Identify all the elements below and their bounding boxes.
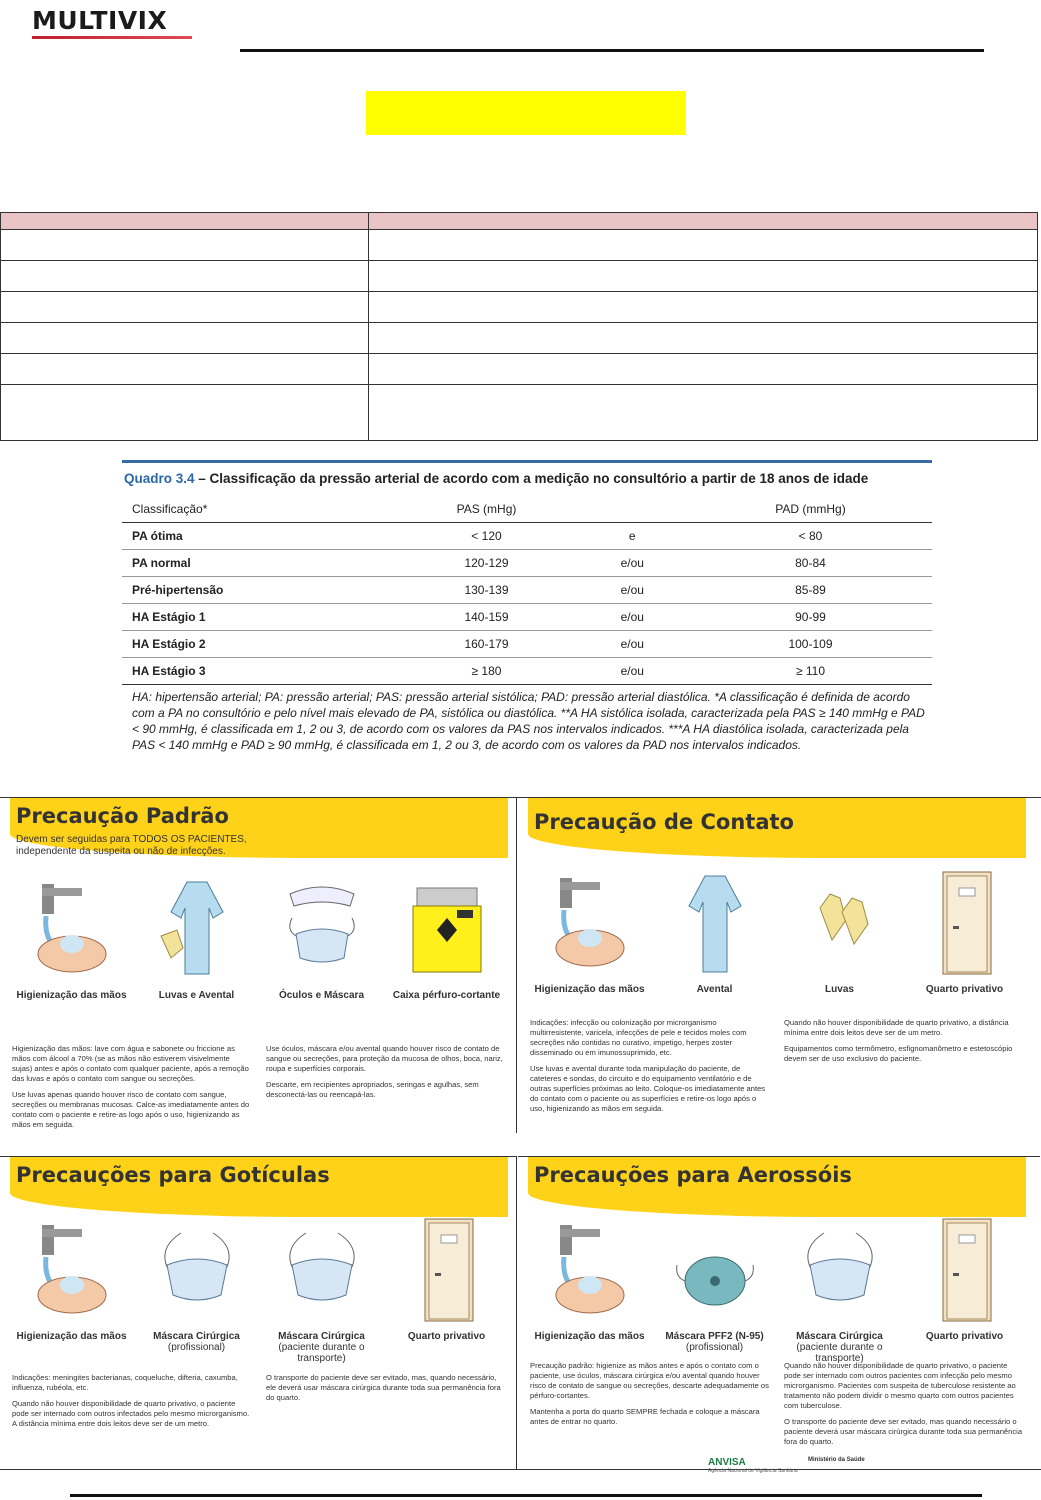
table-cell <box>1 385 369 441</box>
icon-caption: Caixa pérfuro-cortante <box>392 990 501 1001</box>
door-icon <box>915 868 1015 978</box>
bullet-text: Mantenha a porta do quarto SEMPRE fechada e coloque a máscara antes de entrar no quarto. <box>530 1407 760 1426</box>
gloves-icon <box>790 868 890 978</box>
table-cell <box>369 292 1038 323</box>
icon-row <box>14 874 504 1012</box>
caption-sub: (profissional) <box>685 1342 744 1353</box>
bullet-text: Indicações: meningites bacterianas, coqueluche, difteria, caxumba, influenza, rubéola, etc. <box>12 1373 238 1392</box>
icon-caption <box>926 1331 1003 1342</box>
icon-caption <box>16 1331 126 1342</box>
icon-caption <box>665 1331 763 1353</box>
quadro-title <box>122 463 932 490</box>
cls-cell: PA normal <box>122 550 397 577</box>
icon-item <box>264 1215 379 1364</box>
caption-main: Quarto privativo <box>407 1331 486 1342</box>
pad-cell: < 80 <box>689 523 932 550</box>
table-cell <box>1 213 369 230</box>
table-row <box>122 631 932 658</box>
table-row <box>1 261 1038 292</box>
quadro-bp-classification <box>122 460 932 753</box>
icon-caption: Quarto privativo <box>925 984 1004 995</box>
table-cell <box>369 261 1038 292</box>
icon-caption: Luvas <box>825 984 854 995</box>
icon-item <box>907 868 1022 1006</box>
caption-main: Máscara Cirúrgica <box>153 1331 240 1342</box>
icon-caption: Avental <box>696 984 733 995</box>
table-row <box>122 604 932 631</box>
table-cell <box>1 323 369 354</box>
highlighted-title-box <box>366 91 686 135</box>
pad-cell: 100-109 <box>689 631 932 658</box>
door-icon <box>915 1215 1015 1325</box>
table-cell <box>369 230 1038 261</box>
panel-texts <box>530 1361 1024 1453</box>
table-row <box>1 323 1038 354</box>
pad-cell: ≥ 110 <box>689 658 932 685</box>
icon-item <box>139 874 254 1012</box>
table-cell <box>369 213 1038 230</box>
icon-caption <box>153 1331 240 1353</box>
table-cell <box>369 354 1038 385</box>
conn-cell: e/ou <box>576 658 689 685</box>
bullet-text: Quando não houver disponibilidade de quarto privativo, o paciente pode ser internado com outros pacientes com infecção pelo mesmo microrganismo. Pacientes com suspeita de tuberculose resistente ao tratamento não podem dividir o mesmo quarto com outros pacientes com tuberculose. <box>784 1361 1016 1410</box>
panel-title: Precauções para Gotículas <box>16 1163 330 1187</box>
panel-precaucao-contato <box>518 798 1040 1133</box>
surgical-mask-icon <box>147 1215 247 1325</box>
table-header-row <box>1 213 1038 230</box>
surgical-mask-icon <box>790 1215 890 1325</box>
panel-title: Precauções para Aerossóis <box>534 1163 852 1187</box>
icon-item <box>14 1215 129 1353</box>
caption-main: Quarto privativo <box>925 1331 1004 1342</box>
panel-precaucoes-goticulas <box>0 1156 517 1469</box>
blank-table <box>0 212 1038 441</box>
panel-precaucoes-aerossois <box>518 1156 1040 1474</box>
conn-cell: e/ou <box>576 577 689 604</box>
table-cell <box>1 292 369 323</box>
icon-row <box>532 1215 1022 1364</box>
conn-cell: e/ou <box>576 604 689 631</box>
quadro-number: Quadro 3.4 <box>124 471 195 486</box>
pas-cell: ≥ 180 <box>397 658 575 685</box>
cls-cell: HA Estágio 1 <box>122 604 397 631</box>
icon-item <box>264 874 379 1012</box>
table-row <box>1 292 1038 323</box>
icon-caption <box>534 1331 644 1342</box>
text-column <box>12 1373 252 1435</box>
icon-caption: Higienização das mãos <box>16 990 127 1001</box>
bullet-text: O transporte do paciente deve ser evitado, mas quando necessário o paciente deverá usar máscara cirúrgica durante toda sua permanência fora do quarto. <box>784 1417 1023 1446</box>
cls-cell: HA Estágio 3 <box>122 658 397 685</box>
conn-cell: e/ou <box>576 631 689 658</box>
bullet-text: Use luvas apenas quando houver risco de contato com sangue, secreções ou membranas mucosas. Calce-as imediatamente antes do contato com o paciente e retire-as logo após o uso, higienizando as mãos em seguida. <box>12 1090 250 1129</box>
gown-icon <box>665 868 765 978</box>
text-column <box>12 1044 252 1136</box>
caption-sub: (paciente durante o transporte) <box>796 1342 883 1364</box>
icon-item <box>389 874 504 1012</box>
icon-caption <box>782 1331 897 1364</box>
panel-texts <box>530 1018 1024 1120</box>
pas-cell: 140-159 <box>397 604 575 631</box>
door-icon <box>397 1215 497 1325</box>
pad-cell: 85-89 <box>689 577 932 604</box>
panel-texts <box>12 1373 506 1435</box>
icon-caption: Luvas e Avental <box>158 990 235 1001</box>
bp-table-header <box>122 490 932 523</box>
handwashing-icon <box>540 1215 640 1325</box>
icon-item <box>782 1215 897 1364</box>
table-row <box>122 523 932 550</box>
subtitle-line: Devem ser seguidas para TODOS OS PACIENTES, <box>16 834 247 845</box>
bullet-text: O transporte do paciente deve ser evitado, mas, quando necessário, ele deverá usar máscara cirúrgica durante toda sua permanência fora do quarto. <box>266 1373 501 1402</box>
anvisa-name: ANVISA <box>708 1457 746 1468</box>
text-column <box>784 1361 1024 1453</box>
quadro-footnote: HA: hipertensão arterial; PA: pressão arterial; PAS: pressão arterial sistólica; PAD: pressão arterial diastólica. *A classificação é definida de acordo com a PA no consultório e pelo nível mais elevado de PA, sistólica ou diastólica. **A HA sistólica isolada, caracterizada pela PAS ≥ 140 mmHg e PAD < 90 mmHg, é classificada em 1, 2 ou 3, de acordo com os valores da PAS nos intervalos indicados. ***A HA diastólica isolada, caracterizada pela PAS < 140 mmHg e PAD ≥ 90 mmHg, é classificada em 1, 2 ou 3, de acordo com os valores da PAD nos intervalos indicados. <box>132 690 925 752</box>
icon-item <box>532 868 647 1006</box>
bullet-text: Use óculos, máscara e/ou avental quando houver risco de contato de sangue ou secreções, para proteção da mucosa de olhos, boca, nariz, roupa e superfícies corporais. <box>266 1044 503 1073</box>
cls-cell: Pré-hipertensão <box>122 577 397 604</box>
table-row <box>1 230 1038 261</box>
text-column <box>530 1018 770 1120</box>
text-column <box>530 1361 770 1453</box>
col-header <box>576 490 689 523</box>
col-header: Classificação* <box>122 490 397 523</box>
icon-item <box>139 1215 254 1353</box>
table-row <box>122 658 932 685</box>
table-row <box>1 354 1038 385</box>
table-cell <box>1 261 369 292</box>
caption-sub: (paciente durante o transporte) <box>278 1342 365 1364</box>
bullet-text: Equipamentos como termômetro, esfignomanômetro e estetoscópio devem ser de uso exclusivo do paciente. <box>784 1044 1013 1063</box>
icon-item <box>657 868 772 1006</box>
table-cell <box>1 354 369 385</box>
caption-main: Máscara Cirúrgica <box>796 1331 883 1342</box>
icon-caption <box>408 1331 485 1342</box>
footer-rule <box>70 1494 982 1497</box>
subtitle-line: independente da suspeita ou não de infecções. <box>16 846 226 857</box>
anvisa-logo <box>708 1457 798 1474</box>
goggles-mask-icon <box>272 874 372 984</box>
text-column <box>266 1373 506 1435</box>
handwashing-icon <box>22 1215 122 1325</box>
icon-row <box>532 868 1022 1006</box>
precautions-grid <box>0 797 1041 1474</box>
bullet-text: Indicações: infecção ou colonização por microrganismo multirresistente, varicela, infecções de pele e tecidos moles com secreções não contidas no curativo, impetigo, herpes zoster disseminado ou em imunossuprimido, etc. <box>530 1018 747 1057</box>
caption-sub: (profissional) <box>167 1342 226 1353</box>
table-row <box>122 577 932 604</box>
caption-main: Máscara Cirúrgica <box>278 1331 365 1342</box>
icon-item <box>532 1215 647 1353</box>
panel-texts <box>12 1044 506 1136</box>
col-header: PAD (mmHg) <box>689 490 932 523</box>
table-cell <box>369 385 1038 441</box>
icon-caption: Higienização das mãos <box>534 984 645 995</box>
table-row <box>1 385 1038 441</box>
anvisa-subtitle: Agência Nacional de Vigilância Sanitária <box>708 1468 798 1474</box>
sharps-box-icon <box>397 874 497 984</box>
gown-gloves-icon <box>147 874 247 984</box>
conn-cell: e/ou <box>576 550 689 577</box>
caption-main: Máscara PFF2 (N-95) <box>665 1331 764 1342</box>
pas-cell: < 120 <box>397 523 575 550</box>
icon-item <box>389 1215 504 1353</box>
pas-cell: 120-129 <box>397 550 575 577</box>
icon-item <box>782 868 897 1006</box>
handwashing-icon <box>22 874 122 984</box>
panel-precaucao-padrao <box>0 798 517 1133</box>
caption-main: Higienização das mãos <box>534 1331 645 1342</box>
pas-cell: 160-179 <box>397 631 575 658</box>
bullet-text: Quando não houver disponibilidade de quarto privativo, a distância mínima entre dois leitos deve ser de um metro. <box>784 1018 1009 1037</box>
panel-title: Precaução Padrão <box>16 804 229 828</box>
quadro-title-text: – Classificação da pressão arterial de acordo com a medição no consultório a partir de 18 anos de idade <box>198 471 869 486</box>
pad-cell: 90-99 <box>689 604 932 631</box>
icon-item <box>14 874 129 1012</box>
header-rule <box>240 49 984 52</box>
bp-table <box>122 490 932 685</box>
icon-item <box>657 1215 772 1353</box>
text-column <box>784 1018 1024 1120</box>
multivix-logo: MULTIVIX <box>32 6 168 35</box>
conn-cell: e <box>576 523 689 550</box>
col-header: PAS (mHg) <box>397 490 575 523</box>
logo-underline <box>32 36 192 39</box>
surgical-mask-icon <box>272 1215 372 1325</box>
bullet-text: Quando não houver disponibilidade de quarto privativo, o paciente pode ser internado com outros infectados pelo mesmo microrganismo. A distância mínima entre dois leitos deve ser de um metro. <box>12 1399 250 1428</box>
caption-main: Higienização das mãos <box>16 1331 127 1342</box>
bullet-text: Use luvas e avental durante toda manipulação do paciente, de cateteres e sondas, do circuito e do equipamento ventilatório e de outras superfícies próximas ao leito. Coloque-os imediatamente antes do contato com o paciente ou as superfícies e retire-os logo após o uso, higienizando as mãos em seguida. <box>530 1064 766 1113</box>
icon-item <box>907 1215 1022 1353</box>
text-column <box>266 1044 506 1136</box>
bullet-text: Higienização das mãos: lave com água e sabonete ou friccione as mãos com álcool a 70% (se as mãos não estiverem visivelmente sujas) antes e após o contato com qualquer paciente, após a remoção das luvas e após o contato com sangue ou secreções. <box>12 1044 249 1083</box>
bullet-text: Descarte, em recipientes apropriados, seringas e agulhas, sem desconectá-las ou reencapá-las. <box>266 1080 479 1099</box>
cls-cell: PA ótima <box>122 523 397 550</box>
n95-mask-icon <box>665 1215 765 1325</box>
handwashing-icon <box>540 868 640 978</box>
icon-caption: Óculos e Máscara <box>278 990 365 1001</box>
table-cell <box>369 323 1038 354</box>
ministerio-logo: Ministério da Saúde <box>808 1457 865 1463</box>
cls-cell: HA Estágio 2 <box>122 631 397 658</box>
panel-subtitle <box>16 834 247 858</box>
pad-cell: 80-84 <box>689 550 932 577</box>
icon-caption <box>264 1331 379 1364</box>
panel-title: Precaução de Contato <box>534 810 794 834</box>
pas-cell: 130-139 <box>397 577 575 604</box>
bullet-text: Precaução padrão: higienize as mãos antes e após o contato com o paciente, use óculos, máscara cirúrgica e/ou avental quando houver risco de contato de sangue ou secreções, descarte adequadamente os pérfuro-cortantes. <box>530 1361 769 1400</box>
icon-row <box>14 1215 504 1364</box>
table-cell <box>1 230 369 261</box>
table-row <box>122 550 932 577</box>
